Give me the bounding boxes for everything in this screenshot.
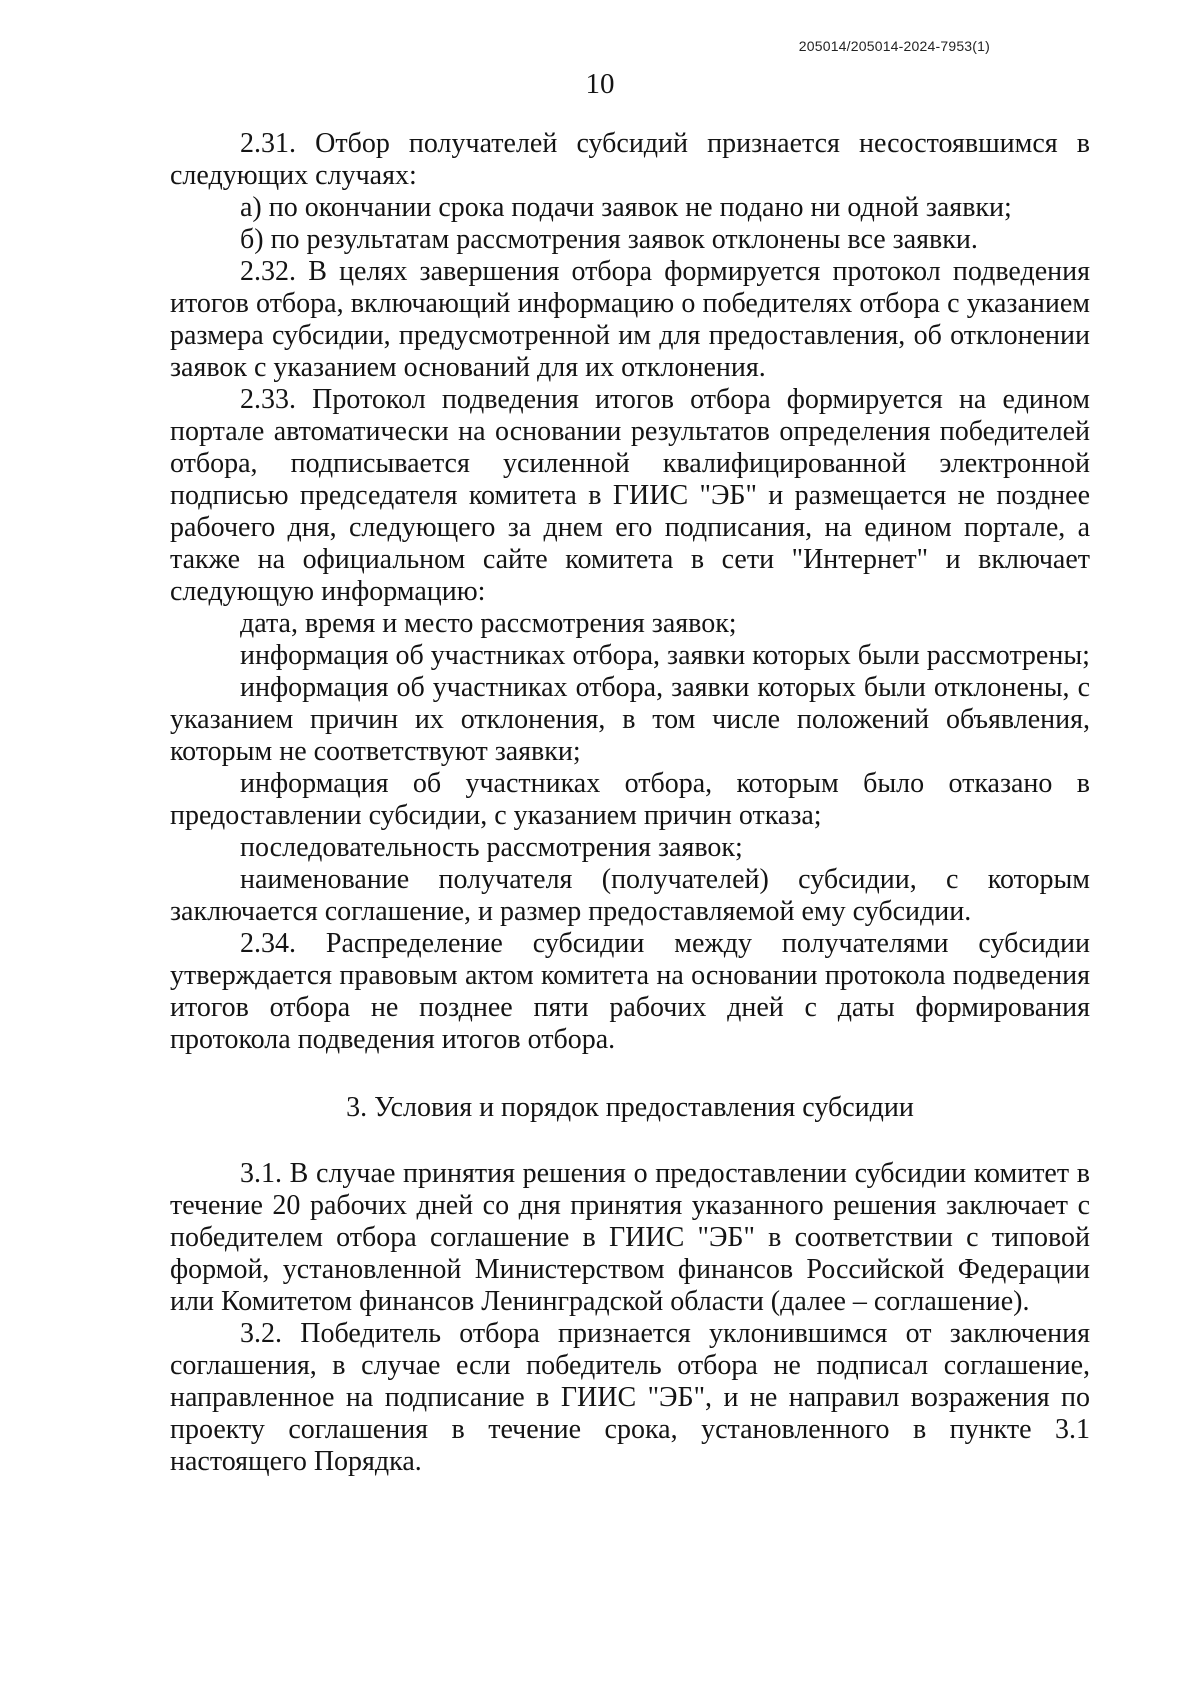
list-item-recipient-name: наименование получателя (получателей) субсидии, с которым заключается соглашение, и размер предоставляемой ему субсидии. xyxy=(170,864,1090,927)
paragraph-2-31-b: б) по результатам рассмотрения заявок отклонены все заявки. xyxy=(240,224,978,255)
paragraph-2-31: 2.31. Отбор получателей субсидий признается несостоявшимся в следующих случаях: xyxy=(170,128,1090,191)
paragraph-2-32: 2.32. В целях завершения отбора формируется протокол подведения итогов отбора, включающий информацию о победителях отбора с указанием размера субсидии, предусмотренной им для предоставления, об отклонении заявок с указанием оснований для их отклонения. xyxy=(170,256,1090,383)
paragraph-3-1: 3.1. В случае принятия решения о предоставлении субсидии комитет в течение 20 рабочих дней со дня принятия указанного решения заключает с победителем отбора соглашение в ГИИС "ЭБ" в соответствии с типовой формой, установленной Министерством финансов Российской Федерации или Комитетом финансов Ленинградской области (далее – соглашение). xyxy=(170,1158,1090,1317)
list-item-participants-refused: информация об участниках отбора, которым было отказано в предоставлении субсидии, с указанием причин отказа; xyxy=(170,768,1090,831)
document-id: 205014/205014-2024-7953(1) xyxy=(798,38,990,54)
page-number: 10 xyxy=(585,68,615,100)
list-item-participants-rejected: информация об участниках отбора, заявки которых были отклонены, с указанием причин их отклонения, в том числе положений объявления, которым не соответствуют заявки; xyxy=(170,672,1090,767)
section-heading-3: 3. Условия и порядок предоставления субсидии xyxy=(346,1092,914,1123)
list-item-participants-reviewed: информация об участниках отбора, заявки которых были рассмотрены; xyxy=(240,640,1090,671)
paragraph-2-34: 2.34. Распределение субсидии между получателями субсидии утверждается правовым актом комитета на основании протокола подведения итогов отбора не позднее пяти рабочих дней с даты формирования протокола подведения итогов отбора. xyxy=(170,928,1090,1055)
paragraph-2-33: 2.33. Протокол подведения итогов отбора формируется на едином портале автоматически на основании результатов определения победителей отбора, подписывается усиленной квалифицированной электронной подписью председателя комитета в ГИИС "ЭБ" и размещается не позднее рабочего дня, следующего за днем его подписания, на едином портале, а также на официальном сайте комитета в сети "Интернет" и включает следующую информацию: xyxy=(170,384,1090,607)
paragraph-3-2: 3.2. Победитель отбора признается уклонившимся от заключения соглашения, в случае если победитель отбора не подписал соглашение, направленное на подписание в ГИИС "ЭБ", и не направил возражения по проекту соглашения в течение срока, установленного в пункте 3.1 настоящего Порядка. xyxy=(170,1318,1090,1477)
paragraph-2-31-a: а) по окончании срока подачи заявок не подано ни одной заявки; xyxy=(240,192,1012,223)
list-item-review-order: последовательность рассмотрения заявок; xyxy=(240,832,743,863)
document-body xyxy=(170,128,1090,1478)
list-item-date-time-place: дата, время и место рассмотрения заявок; xyxy=(240,608,737,639)
